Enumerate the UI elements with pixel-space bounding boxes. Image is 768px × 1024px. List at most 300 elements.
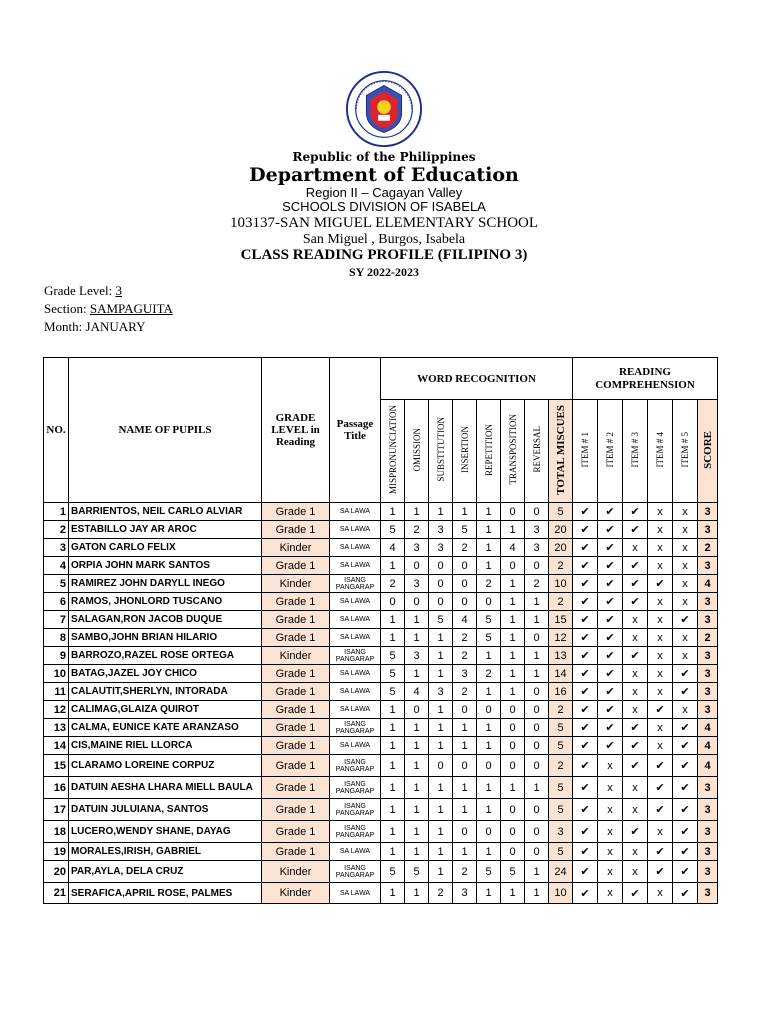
repetition-count: 1 (477, 737, 501, 755)
substitution-count: 0 (429, 755, 453, 777)
insertion-count: 3 (453, 883, 477, 904)
document-title: CLASS READING PROFILE (FILIPINO 3) (240, 247, 528, 263)
insertion-count: 0 (453, 575, 477, 593)
grade-level: Grade 1 (262, 843, 330, 861)
item-5-mark: ✔ (673, 883, 698, 904)
row-number: 13 (44, 719, 69, 737)
table-row (44, 777, 718, 799)
pupil-name: CALMA, EUNICE KATE ARANZASO (69, 719, 262, 737)
reversal-count: 0 (525, 821, 549, 843)
item-5-mark: x (673, 539, 698, 557)
pupil-name: CLARAMO LOREINE CORPUZ (69, 755, 262, 777)
mispronunciation-count: 1 (381, 611, 405, 629)
repetition-count: 2 (477, 665, 501, 683)
transposition-count: 0 (501, 799, 525, 821)
item-1-mark: ✔ (573, 539, 598, 557)
insertion-count: 1 (453, 503, 477, 521)
reversal-count: 3 (525, 539, 549, 557)
table-body (44, 503, 718, 904)
omission-count: 1 (405, 755, 429, 777)
item-3-mark: ✔ (623, 521, 648, 539)
item-5-mark: x (673, 629, 698, 647)
reversal-count: 1 (525, 777, 549, 799)
table-row (44, 593, 718, 611)
substitution-count: 1 (429, 629, 453, 647)
col-header-transposition: TRANSPOSITION (507, 414, 518, 485)
total-miscues: 15 (549, 611, 573, 629)
reading-profile-table (43, 357, 718, 904)
omission-count: 1 (405, 629, 429, 647)
grade-level: Kinder (262, 539, 330, 557)
deped-seal-icon (345, 70, 423, 148)
col-header-insertion: INSERTION (459, 426, 470, 473)
item-1-mark: ✔ (573, 843, 598, 861)
row-number: 10 (44, 665, 69, 683)
mispronunciation-count: 1 (381, 755, 405, 777)
col-header-total-miscues: TOTAL MISCUES (554, 404, 567, 495)
transposition-count: 1 (501, 593, 525, 611)
insertion-count: 2 (453, 861, 477, 883)
substitution-count: 5 (429, 611, 453, 629)
item-5-mark: x (673, 557, 698, 575)
item-4-mark: ✔ (648, 701, 673, 719)
pupil-name: CALAUTIT,SHERLYN, INTORADA (69, 683, 262, 701)
item-2-mark: x (598, 861, 623, 883)
item-4-mark: x (648, 557, 673, 575)
pupil-name: ESTABILLO JAY AR AROC (69, 521, 262, 539)
substitution-count: 1 (429, 701, 453, 719)
omission-count: 1 (405, 503, 429, 521)
table-row (44, 683, 718, 701)
score: 3 (698, 683, 718, 701)
substitution-count: 1 (429, 821, 453, 843)
mispronunciation-count: 1 (381, 701, 405, 719)
item-4-mark: ✔ (648, 861, 673, 883)
passage-title: ISANG PANGARAP (330, 861, 381, 883)
row-number: 19 (44, 843, 69, 861)
item-1-mark: ✔ (573, 521, 598, 539)
insertion-count: 0 (453, 557, 477, 575)
reversal-count: 0 (525, 683, 549, 701)
grade-level: Grade 1 (262, 629, 330, 647)
passage-title: SA LAWA (330, 629, 381, 647)
passage-title: ISANG PANGARAP (330, 719, 381, 737)
item-1-mark: ✔ (573, 683, 598, 701)
item-3-mark: ✔ (623, 593, 648, 611)
grade-level: Grade 1 (262, 777, 330, 799)
col-header-item-4: ITEM # 4 (655, 431, 665, 468)
group-header-word-recognition: WORD RECOGNITION (381, 358, 573, 400)
reversal-count: 1 (525, 647, 549, 665)
repetition-count: 2 (477, 575, 501, 593)
item-5-mark: ✔ (673, 719, 698, 737)
school-year: SY 2022-2023 (349, 265, 419, 279)
row-number: 11 (44, 683, 69, 701)
row-number: 18 (44, 821, 69, 843)
score: 4 (698, 575, 718, 593)
total-miscues: 14 (549, 665, 573, 683)
transposition-count: 1 (501, 575, 525, 593)
insertion-count: 2 (453, 629, 477, 647)
repetition-count: 1 (477, 843, 501, 861)
item-1-mark: ✔ (573, 611, 598, 629)
total-miscues: 20 (549, 539, 573, 557)
mispronunciation-count: 5 (381, 665, 405, 683)
transposition-count: 0 (501, 557, 525, 575)
row-number: 15 (44, 755, 69, 777)
transposition-count: 4 (501, 539, 525, 557)
pupil-name: GATON CARLO FELIX (69, 539, 262, 557)
item-2-mark: ✔ (598, 665, 623, 683)
pupil-name: CALIMAG,GLAIZA QUIROT (69, 701, 262, 719)
reversal-count: 2 (525, 575, 549, 593)
pupil-name: SAMBO,JOHN BRIAN HILARIO (69, 629, 262, 647)
reversal-count: 0 (525, 799, 549, 821)
total-miscues: 2 (549, 755, 573, 777)
mispronunciation-count: 1 (381, 777, 405, 799)
item-5-mark: x (673, 503, 698, 521)
item-5-mark: ✔ (673, 777, 698, 799)
table-row (44, 521, 718, 539)
total-miscues: 2 (549, 593, 573, 611)
item-1-mark: ✔ (573, 737, 598, 755)
table-row (44, 503, 718, 521)
grade-level: Grade 1 (262, 665, 330, 683)
table-row (44, 575, 718, 593)
item-3-mark: x (623, 843, 648, 861)
item-4-mark: x (648, 647, 673, 665)
item-1-mark: ✔ (573, 593, 598, 611)
item-1-mark: ✔ (573, 629, 598, 647)
item-3-mark: x (623, 799, 648, 821)
transposition-count: 0 (501, 719, 525, 737)
substitution-count: 3 (429, 521, 453, 539)
reversal-count: 0 (525, 719, 549, 737)
passage-title: ISANG PANGARAP (330, 799, 381, 821)
transposition-count: 1 (501, 777, 525, 799)
item-1-mark: ✔ (573, 777, 598, 799)
grade-level-info (44, 282, 122, 300)
omission-count: 1 (405, 821, 429, 843)
item-2-mark: x (598, 777, 623, 799)
omission-count: 1 (405, 799, 429, 821)
item-1-mark: ✔ (573, 647, 598, 665)
omission-count: 1 (405, 719, 429, 737)
item-3-mark: x (623, 611, 648, 629)
repetition-count: 1 (477, 647, 501, 665)
substitution-count: 1 (429, 799, 453, 821)
row-number: 14 (44, 737, 69, 755)
passage-title: ISANG PANGARAP (330, 777, 381, 799)
group-header-reading-comprehension: READING COMPREHENSION (573, 358, 718, 400)
item-3-mark: ✔ (623, 719, 648, 737)
mispronunciation-count: 5 (381, 521, 405, 539)
row-number: 7 (44, 611, 69, 629)
transposition-count: 0 (501, 843, 525, 861)
month-value: JANUARY (85, 319, 146, 334)
item-5-mark: ✔ (673, 755, 698, 777)
total-miscues: 2 (549, 701, 573, 719)
mispronunciation-count: 5 (381, 647, 405, 665)
item-2-mark: ✔ (598, 521, 623, 539)
reversal-count: 0 (525, 557, 549, 575)
omission-count: 3 (405, 647, 429, 665)
total-miscues: 10 (549, 883, 573, 904)
transposition-count: 0 (501, 755, 525, 777)
transposition-count: 0 (501, 503, 525, 521)
col-header-passage: Passage Title (330, 358, 381, 503)
mispronunciation-count: 2 (381, 575, 405, 593)
total-miscues: 13 (549, 647, 573, 665)
mispronunciation-count: 5 (381, 683, 405, 701)
score: 3 (698, 647, 718, 665)
item-2-mark: ✔ (598, 593, 623, 611)
passage-title: SA LAWA (330, 539, 381, 557)
pupil-name: BARRIENTOS, NEIL CARLO ALVIAR (69, 503, 262, 521)
transposition-count: 0 (501, 701, 525, 719)
score: 3 (698, 521, 718, 539)
table-row (44, 701, 718, 719)
item-2-mark: x (598, 755, 623, 777)
mispronunciation-count: 1 (381, 799, 405, 821)
department-name: Department of Education (249, 164, 519, 186)
insertion-count: 1 (453, 719, 477, 737)
mispronunciation-count: 1 (381, 557, 405, 575)
repetition-count: 5 (477, 611, 501, 629)
item-1-mark: ✔ (573, 503, 598, 521)
item-4-mark: x (648, 719, 673, 737)
row-number: 21 (44, 883, 69, 904)
score: 4 (698, 719, 718, 737)
grade-level: Grade 1 (262, 799, 330, 821)
republic-line: Republic of the Philippines (292, 150, 476, 164)
item-3-mark: ✔ (623, 737, 648, 755)
col-header-omission: OMISSION (411, 427, 422, 472)
total-miscues: 10 (549, 575, 573, 593)
score: 3 (698, 777, 718, 799)
item-4-mark: x (648, 539, 673, 557)
grade-level: Grade 1 (262, 593, 330, 611)
col-header-repetition: REPETITION (483, 423, 494, 476)
mispronunciation-count: 1 (381, 821, 405, 843)
table-row (44, 665, 718, 683)
item-5-mark: x (673, 701, 698, 719)
table-row (44, 821, 718, 843)
insertion-count: 1 (453, 777, 477, 799)
passage-title: ISANG PANGARAP (330, 575, 381, 593)
substitution-count: 1 (429, 843, 453, 861)
item-4-mark: x (648, 521, 673, 539)
item-3-mark: x (623, 539, 648, 557)
reversal-count: 0 (525, 629, 549, 647)
item-1-mark: ✔ (573, 883, 598, 904)
transposition-count: 1 (501, 665, 525, 683)
mispronunciation-count: 1 (381, 843, 405, 861)
item-5-mark: x (673, 647, 698, 665)
item-4-mark: x (648, 665, 673, 683)
mispronunciation-count: 0 (381, 593, 405, 611)
repetition-count: 1 (477, 557, 501, 575)
passage-title: ISANG PANGARAP (330, 821, 381, 843)
repetition-count: 1 (477, 503, 501, 521)
repetition-count: 1 (477, 683, 501, 701)
passage-title: SA LAWA (330, 665, 381, 683)
passage-title: SA LAWA (330, 503, 381, 521)
row-number: 17 (44, 799, 69, 821)
total-miscues: 5 (549, 737, 573, 755)
insertion-count: 1 (453, 799, 477, 821)
section-label: Section: (44, 301, 87, 316)
section-value: SAMPAGUITA (89, 301, 173, 316)
mispronunciation-count: 1 (381, 883, 405, 904)
insertion-count: 1 (453, 843, 477, 861)
col-header-item-2: ITEM # 2 (605, 431, 615, 468)
score: 3 (698, 593, 718, 611)
passage-title: ISANG PANGARAP (330, 647, 381, 665)
grade-level: Grade 1 (262, 521, 330, 539)
mispronunciation-count: 1 (381, 503, 405, 521)
item-4-mark: x (648, 683, 673, 701)
row-number: 6 (44, 593, 69, 611)
item-2-mark: ✔ (598, 719, 623, 737)
item-1-mark: ✔ (573, 719, 598, 737)
grade-level: Grade 1 (262, 737, 330, 755)
score: 3 (698, 843, 718, 861)
insertion-count: 5 (453, 521, 477, 539)
item-3-mark: ✔ (623, 755, 648, 777)
item-5-mark: x (673, 575, 698, 593)
repetition-count: 1 (477, 883, 501, 904)
pupil-name: SERAFICA,APRIL ROSE, PALMES (69, 883, 262, 904)
substitution-count: 1 (429, 503, 453, 521)
substitution-count: 1 (429, 719, 453, 737)
repetition-count: 5 (477, 861, 501, 883)
item-4-mark: ✔ (648, 843, 673, 861)
substitution-count: 1 (429, 647, 453, 665)
item-1-mark: ✔ (573, 575, 598, 593)
grade-level: Kinder (262, 575, 330, 593)
item-1-mark: ✔ (573, 557, 598, 575)
table-row (44, 799, 718, 821)
item-5-mark: ✔ (673, 799, 698, 821)
total-miscues: 5 (549, 719, 573, 737)
omission-count: 3 (405, 539, 429, 557)
transposition-count: 1 (501, 629, 525, 647)
passage-title: SA LAWA (330, 521, 381, 539)
reversal-count: 1 (525, 611, 549, 629)
item-2-mark: ✔ (598, 611, 623, 629)
insertion-count: 0 (453, 593, 477, 611)
item-4-mark: ✔ (648, 777, 673, 799)
pupil-name: BARROZO,RAZEL ROSE ORTEGA (69, 647, 262, 665)
total-miscues: 3 (549, 821, 573, 843)
transposition-count: 1 (501, 647, 525, 665)
col-header-name: NAME OF PUPILS (69, 358, 262, 503)
mispronunciation-count: 1 (381, 719, 405, 737)
passage-title: SA LAWA (330, 883, 381, 904)
row-number: 9 (44, 647, 69, 665)
substitution-count: 1 (429, 737, 453, 755)
reversal-count: 0 (525, 755, 549, 777)
score: 3 (698, 799, 718, 821)
item-2-mark: ✔ (598, 575, 623, 593)
passage-title: SA LAWA (330, 611, 381, 629)
reversal-count: 3 (525, 521, 549, 539)
grade-level: Grade 1 (262, 683, 330, 701)
pupil-name: LUCERO,WENDY SHANE, DAYAG (69, 821, 262, 843)
item-4-mark: x (648, 737, 673, 755)
score: 2 (698, 629, 718, 647)
passage-title: ISANG PANGARAP (330, 755, 381, 777)
transposition-count: 1 (501, 683, 525, 701)
insertion-count: 0 (453, 821, 477, 843)
item-4-mark: x (648, 593, 673, 611)
region-line: Region II – Cagayan Valley (305, 185, 463, 200)
month-info (44, 318, 146, 336)
pupil-name: ORPIA JOHN MARK SANTOS (69, 557, 262, 575)
item-5-mark: ✔ (673, 665, 698, 683)
score: 3 (698, 821, 718, 843)
substitution-count: 0 (429, 557, 453, 575)
passage-title: SA LAWA (330, 593, 381, 611)
item-5-mark: ✔ (673, 861, 698, 883)
score: 2 (698, 539, 718, 557)
passage-title: SA LAWA (330, 737, 381, 755)
item-1-mark: ✔ (573, 821, 598, 843)
reversal-count: 1 (525, 883, 549, 904)
substitution-count: 2 (429, 883, 453, 904)
transposition-count: 1 (501, 883, 525, 904)
omission-count: 1 (405, 883, 429, 904)
substitution-count: 0 (429, 575, 453, 593)
omission-count: 5 (405, 861, 429, 883)
score: 3 (698, 701, 718, 719)
item-2-mark: ✔ (598, 503, 623, 521)
score: 3 (698, 883, 718, 904)
table-row (44, 719, 718, 737)
item-4-mark: x (648, 883, 673, 904)
school-name: 103137-SAN MIGUEL ELEMENTARY SCHOOL (229, 215, 539, 231)
score: 3 (698, 861, 718, 883)
pupil-name: CIS,MAINE RIEL LLORCA (69, 737, 262, 755)
item-5-mark: ✔ (673, 683, 698, 701)
row-number: 4 (44, 557, 69, 575)
total-miscues: 5 (549, 503, 573, 521)
transposition-count: 0 (501, 821, 525, 843)
grade-level: Grade 1 (262, 557, 330, 575)
item-3-mark: x (623, 665, 648, 683)
table-row (44, 755, 718, 777)
score: 3 (698, 503, 718, 521)
pupil-name: PAR,AYLA, DELA CRUZ (69, 861, 262, 883)
item-4-mark: x (648, 611, 673, 629)
item-2-mark: ✔ (598, 557, 623, 575)
omission-count: 1 (405, 777, 429, 799)
insertion-count: 1 (453, 737, 477, 755)
grade-level: Kinder (262, 883, 330, 904)
mispronunciation-count: 4 (381, 539, 405, 557)
item-3-mark: x (623, 777, 648, 799)
col-header-no: NO. (44, 358, 69, 503)
insertion-count: 0 (453, 755, 477, 777)
reversal-count: 0 (525, 503, 549, 521)
item-2-mark: ✔ (598, 683, 623, 701)
mispronunciation-count: 1 (381, 737, 405, 755)
reversal-count: 0 (525, 843, 549, 861)
row-number: 16 (44, 777, 69, 799)
grade-level-value: 3 (115, 283, 122, 298)
item-3-mark: ✔ (623, 575, 648, 593)
